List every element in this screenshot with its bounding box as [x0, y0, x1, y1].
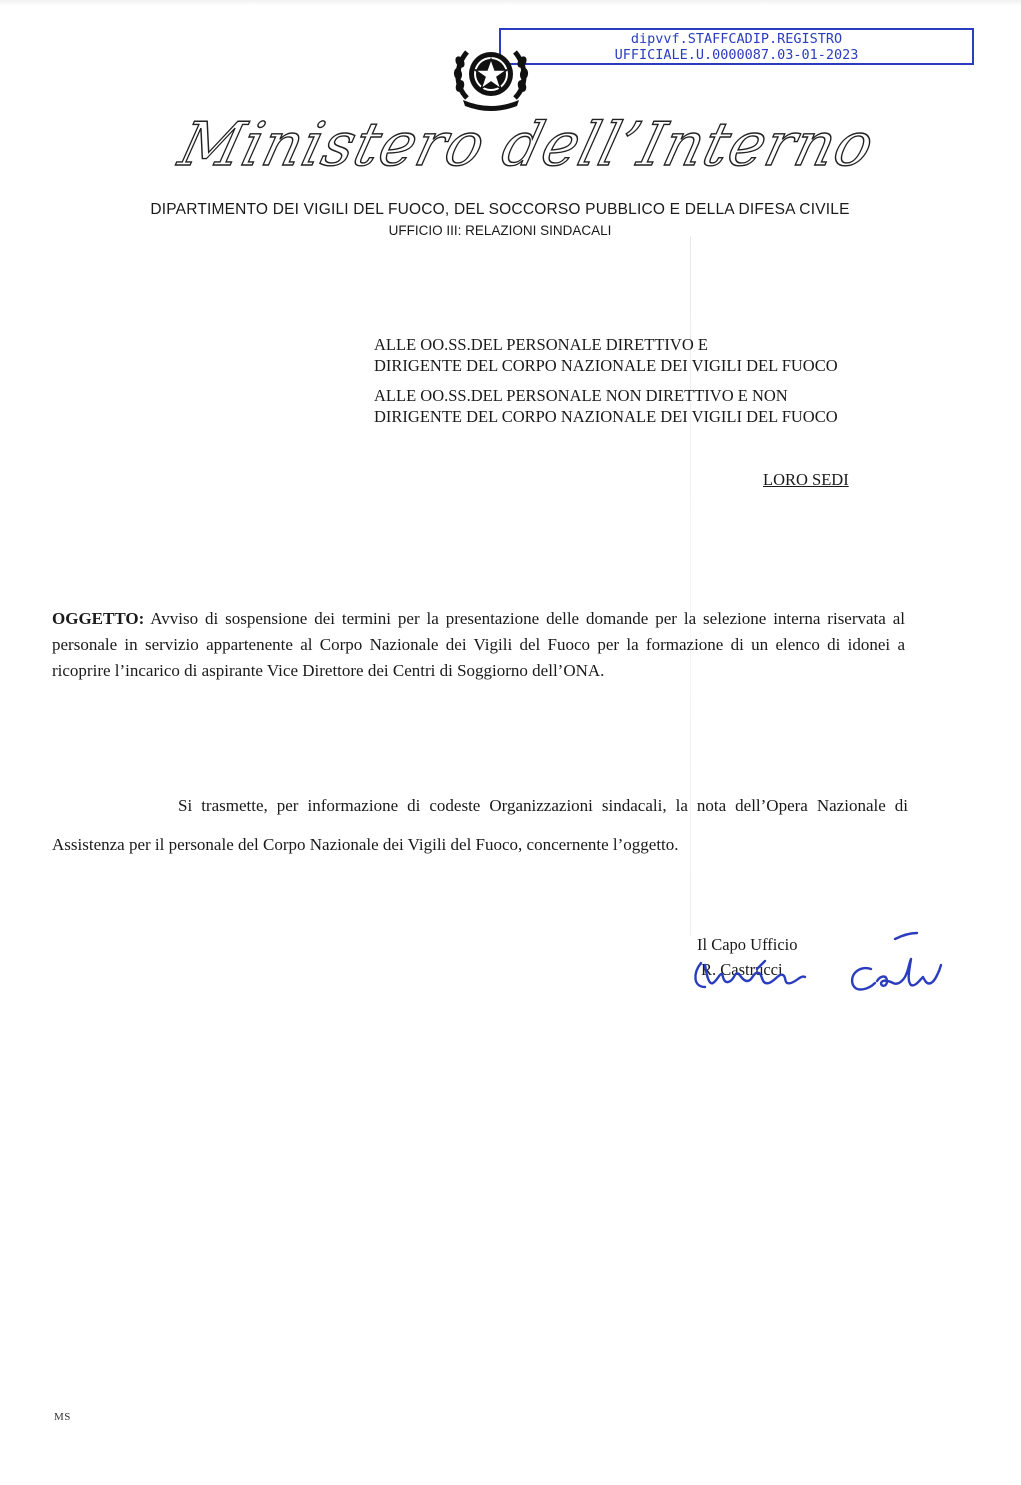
- subject-label: OGGETTO:: [52, 609, 145, 628]
- subject-paragraph: [52, 606, 905, 684]
- protocol-line-2: UFFICIALE.U.0000087.03-01-2023: [614, 47, 859, 63]
- recipient-line: DIRIGENTE DEL CORPO NAZIONALE DEI VIGILI DEL FUOCO: [374, 356, 838, 375]
- office-name: UFFICIO III: RELAZIONI SINDACALI: [388, 223, 612, 238]
- recipient-line: DIRIGENTE DEL CORPO NAZIONALE DEI VIGILI DEL FUOCO: [374, 407, 838, 426]
- protocol-stamp: [499, 28, 974, 65]
- recipient-line: ALLE OO.SS.DEL PERSONALE NON DIRETTIVO E NON: [374, 386, 788, 405]
- loro-sedi: LORO SEDI: [763, 470, 849, 489]
- signer-title: Il Capo Ufficio: [697, 935, 798, 954]
- ministry-title-part2: Interno: [631, 110, 882, 180]
- signer-name: R. Castrucci: [701, 960, 783, 979]
- recipient-group-2: [374, 385, 974, 427]
- subject-text: Avviso di sospensione dei termini per la presentazione delle domande per la selezione interna riservata al personale in servizio appartenente al Corpo Nazionale dei Vigili del Fuoco per la formazione di un elenco di idonei a ricoprire l’incarico di aspirante Vice Direttore dei Centri di Soggiorno dell’ONA.: [52, 609, 906, 680]
- recipients-block: [374, 334, 974, 436]
- recipient-line: ALLE OO.SS.DEL PERSONALE DIRETTIVO E: [374, 335, 708, 354]
- body-paragraph: [52, 786, 908, 864]
- protocol-line-1: dipvvf.STAFFCADIP.REGISTRO: [630, 31, 843, 47]
- ministry-title: [170, 100, 892, 190]
- recipient-group-1: [374, 334, 974, 376]
- department-name: DIPARTIMENTO DEI VIGILI DEL FUOCO, DEL SOCCORSO PUBBLICO E DELLA DIFESA CIVILE: [150, 201, 850, 218]
- handwritten-signature: [683, 925, 953, 1005]
- ministry-title-part1: Ministero dell’: [172, 110, 650, 180]
- scan-edge: [0, 0, 1021, 6]
- body-text: Si trasmette, per informazione di codeste Organizzazioni sindacali, la nota dell’Opera Nazionale di Assistenza per il personale del Corpo Nazionale dei Vigili del Fuoco, concernente l’oggetto.: [52, 796, 908, 854]
- author-initials: MS: [54, 1411, 71, 1423]
